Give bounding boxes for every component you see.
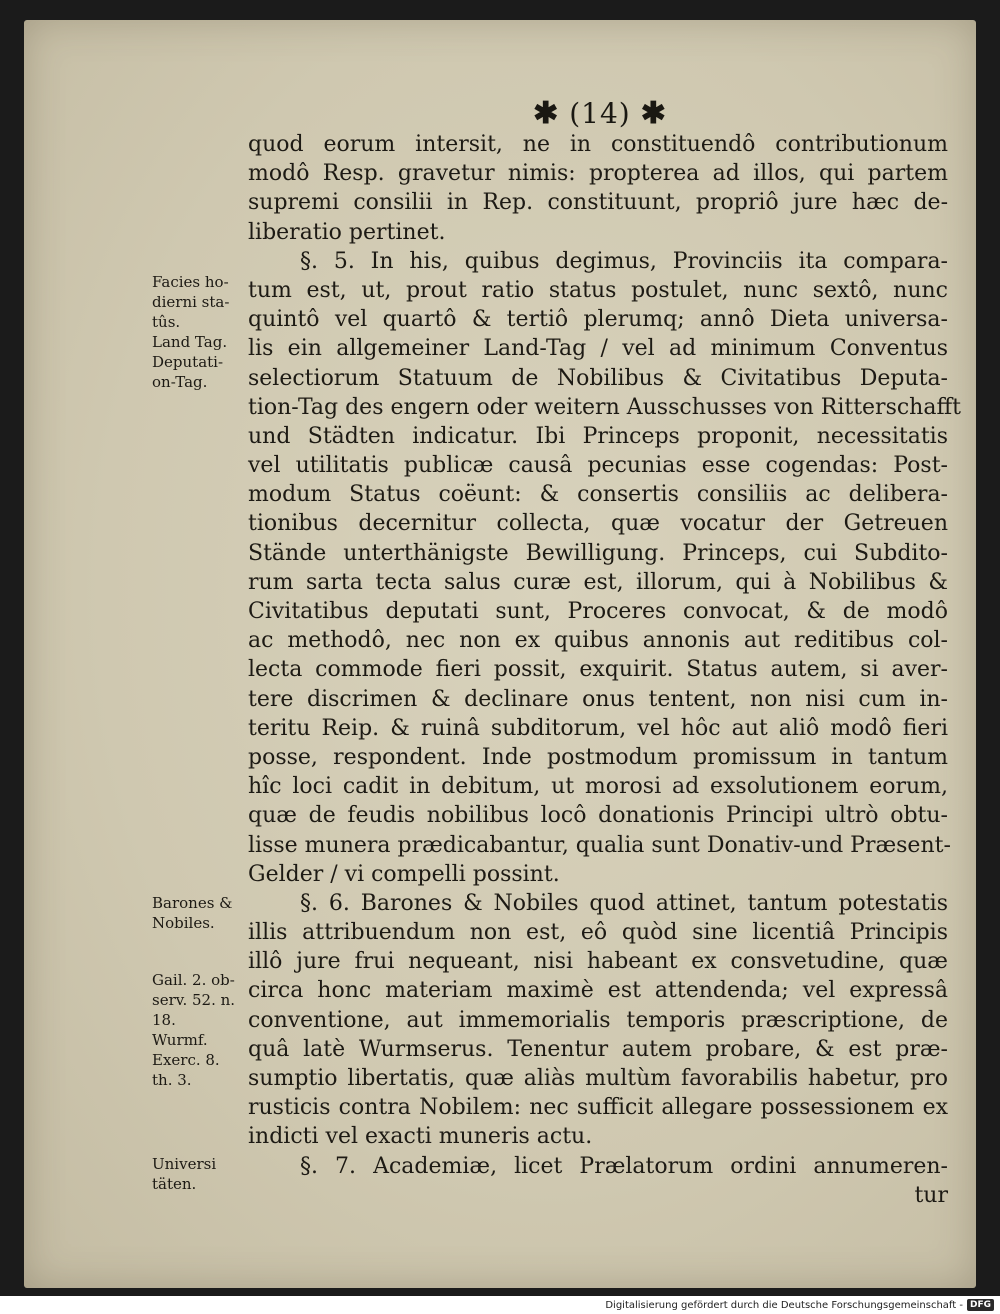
text-line: §. 6. Barones & Nobiles quod attinet, tantum potestatis (300, 890, 948, 916)
footer-credit: Digitalisierung gefördert durch die Deutsche Forschungsgemeinschaft - (605, 1299, 963, 1311)
text-line: lis ein allgemeiner Land-Tag / vel ad minimum Conventus (248, 336, 948, 362)
text-line: selectiorum Statuum de Nobilibus & Civitatibus Deputa- (248, 365, 948, 391)
margin-note-line: Exerc. 8. (152, 1051, 220, 1069)
ornament-left: ✱ (533, 95, 560, 131)
margin-note-line: Deputati- (152, 353, 224, 371)
text-line: tion-Tag des engern oder weitern Ausschusses von Ritterschafft (248, 394, 961, 420)
margin-note-facies (152, 272, 242, 392)
margin-note-line: tûs. (152, 313, 181, 331)
text-line: modum Status coëunt: & consertis consiliis ac delibera- (248, 482, 948, 508)
text-line: tum est, ut, prout ratio status postulet, nunc sextô, nunc (248, 277, 948, 303)
text-line: quâ latè Wurmserus. Tenentur autem probare, & est præ- (248, 1036, 948, 1062)
margin-note-line: Gail. 2. ob- (152, 971, 235, 989)
margin-note-line: Universi (152, 1155, 217, 1173)
text-line: Stände unterthänigste Bewilligung. Princeps, cui Subdito- (248, 540, 948, 566)
text-line: conventione, aut immemorialis temporis præscriptione, de (248, 1007, 948, 1033)
text-line: lisse munera prædicabantur, qualia sunt Donativ-und Præsent- (248, 832, 951, 858)
margin-note-line: 18. (152, 1011, 176, 1029)
margin-note-line: serv. 52. n. (152, 991, 236, 1009)
text-line: circa honc materiam maximè est attendenda; vel expressâ (248, 978, 948, 1004)
margin-note-line: Land Tag. (152, 333, 228, 351)
text-line: supremi consilii in Rep. constituunt, propriô jure hæc de- (248, 190, 948, 216)
text-line: rusticis contra Nobilem: nec sufficit allegare possessionem ex (248, 1095, 948, 1121)
page-number: (14) (569, 96, 631, 130)
text-line: Gelder / vi compelli possint. (248, 861, 560, 887)
text-line: §. 7. Academiæ, licet Prælatorum ordini annumeren- (300, 1153, 948, 1179)
margin-note-line: Nobiles. (152, 914, 215, 932)
text-line: indicti vel exacti muneris actu. (248, 1124, 593, 1150)
text-line: ac methodô, nec non ex quibus annonis aut reditibus col- (248, 628, 948, 654)
text-line: lecta commode fieri possit, exquirit. Status autem, si aver- (248, 657, 948, 683)
text-line: quæ de feudis nobilibus locô donationis Principi ultrò obtu- (248, 803, 948, 829)
margin-note-line: Wurmf. (152, 1031, 208, 1049)
text-line: liberatio pertinet. (248, 219, 446, 245)
text-line: Civitatibus deputati sunt, Proceres convocat, & de modô (248, 599, 948, 624)
dfg-logo-icon: DFG (967, 1299, 994, 1311)
footer-bar (0, 1296, 1000, 1314)
margin-note-line: th. 3. (152, 1071, 192, 1089)
text-line: tere discrimen & declinare onus tentent, non nisi cum in- (248, 686, 948, 712)
text-line: teritu Reip. & ruinâ subditorum, vel hôc aut aliô modô fieri (248, 715, 948, 741)
text-line: vel utilitatis publicæ causâ pecunias esse cogendas: Post- (248, 453, 948, 479)
text-line: quintô vel quartô & tertiô plerumq; annô Dieta universa- (248, 307, 948, 333)
margin-note-line: dierni sta- (152, 293, 230, 311)
margin-note-line: Barones & (152, 894, 233, 912)
text-line: und Städten indicatur. Ibi Princeps proponit, necessitatis (248, 423, 948, 449)
main-text-block (248, 130, 961, 1210)
text-line: §. 5. In his, quibus degimus, Provinciis ita compara- (300, 248, 948, 274)
text-line: rum sarta tecta salus curæ est, illorum, qui à Nobilibus & (248, 569, 948, 595)
margin-note-line: täten. (152, 1175, 197, 1193)
text-line: modô Resp. gravetur nimis: propterea ad illos, qui partem (248, 161, 948, 187)
margin-note-line: on-Tag. (152, 373, 208, 391)
text-line: quod eorum intersit, ne in constituendô contributionum (248, 132, 948, 157)
text-line: hîc loci cadit in debitum, ut morosi ad exsolutionem eorum, (248, 774, 948, 800)
margin-note-barones (152, 893, 242, 933)
text-line: posse, respondent. Inde postmodum promissum in tantum (248, 744, 948, 770)
text-line: illis attribuendum non est, eô quòd sine licentiâ Principis (248, 920, 948, 946)
margin-note-gail (152, 970, 242, 1090)
margin-note-line: Facies ho- (152, 273, 229, 291)
text-line: tionibus decernitur collecta, quæ vocatur der Getreuen (248, 511, 948, 537)
margin-note-universitaeten (152, 1154, 242, 1194)
page-header (500, 95, 700, 131)
text-line: sumptio libertatis, quæ aliàs multùm favorabilis habetur, pro (248, 1066, 948, 1091)
text-line: tur (914, 1182, 948, 1208)
ornament-right: ✱ (640, 95, 667, 131)
text-line: illô jure frui nequeant, nisi habeant ex consvetudine, quæ (248, 949, 948, 975)
